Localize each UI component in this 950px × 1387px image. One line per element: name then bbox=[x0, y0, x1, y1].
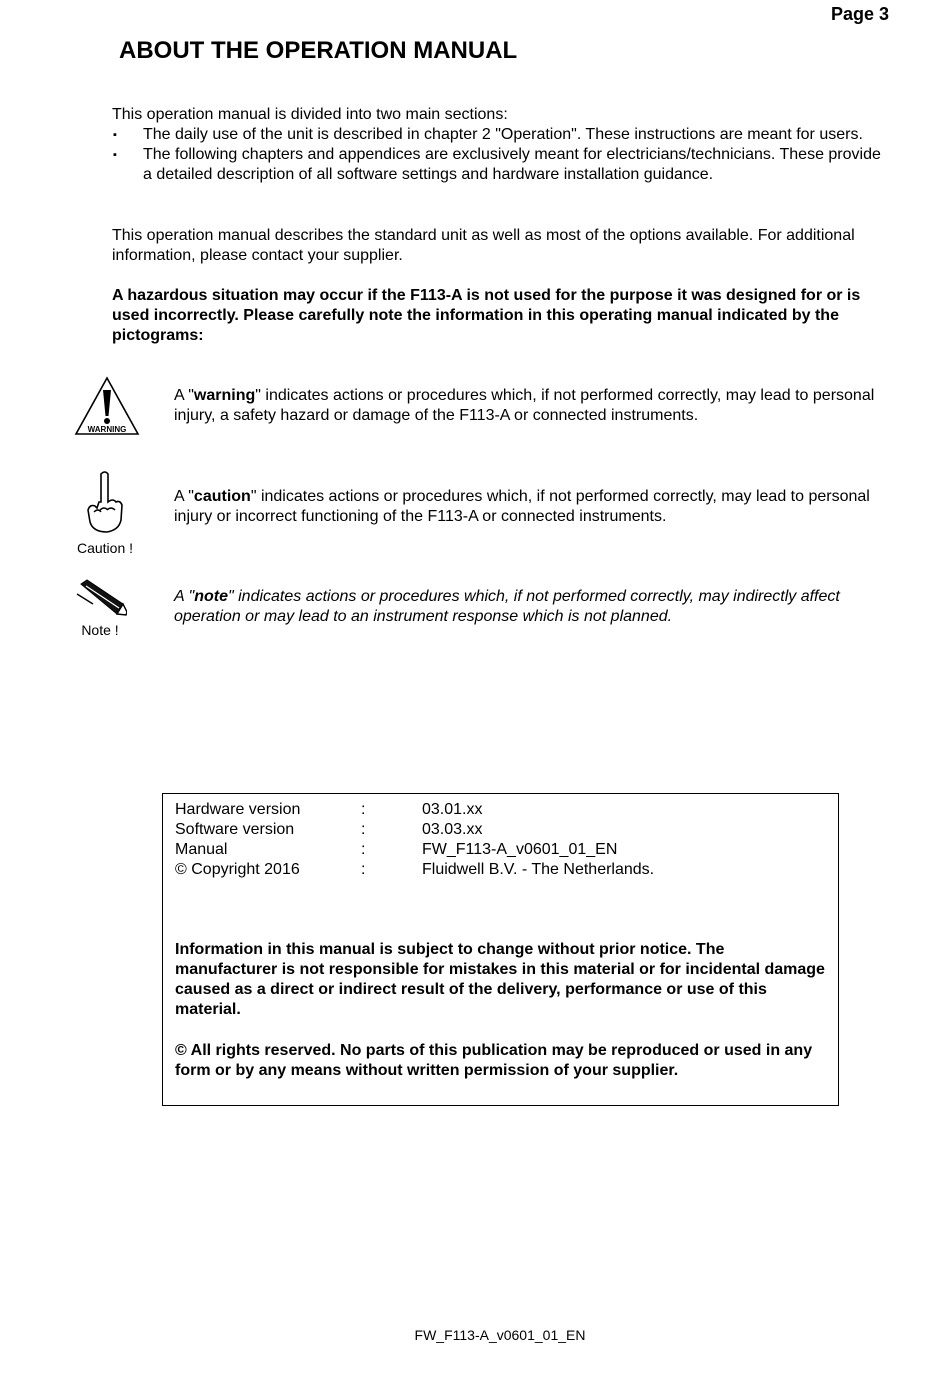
version-separator: : bbox=[361, 801, 366, 818]
sections-list bbox=[112, 125, 892, 185]
note-suffix: " indicates actions or procedures which, if not performed correctly, may indirectly affect operation or may lead to an instrument response which is not planned. bbox=[174, 588, 840, 625]
version-label: Manual bbox=[175, 841, 228, 858]
intro-lead: This operation manual is divided into two main sections: bbox=[112, 106, 508, 123]
hazard-paragraph: A hazardous situation may occur if the F113-A is not used for the purpose it was designed for or is used incorrectly. Please carefully note the information in this operating manual indicated by the pictograms: bbox=[112, 287, 861, 344]
table-row bbox=[175, 820, 654, 840]
bullet-icon: ▪ bbox=[113, 149, 117, 161]
disclaimer-text: Information in this manual is subject to change without prior notice. The manufacturer is not responsible for mistakes in this material or for incidental damage caused as a direct or indirect result of the delivery, performance or use of this material. bbox=[175, 941, 825, 1018]
warning-icon-label: WARNING bbox=[87, 425, 127, 434]
bullet-icon: ▪ bbox=[113, 129, 117, 141]
version-separator: : bbox=[361, 861, 366, 878]
version-value: FW_F113-A_v0601_01_EN bbox=[422, 841, 618, 858]
warning-pictogram bbox=[72, 376, 142, 442]
pointing-hand-icon bbox=[85, 470, 125, 534]
list-item bbox=[112, 145, 892, 185]
version-label: © Copyright 2016 bbox=[175, 861, 300, 878]
note-icon-label: Note ! bbox=[81, 622, 119, 638]
note-description bbox=[174, 587, 894, 627]
page-title: ABOUT THE OPERATION MANUAL bbox=[119, 37, 518, 64]
caution-keyword: caution bbox=[193, 488, 251, 505]
version-value: Fluidwell B.V. - The Netherlands. bbox=[422, 861, 655, 878]
caution-pictogram bbox=[68, 470, 142, 556]
note-keyword: note bbox=[194, 588, 228, 605]
warning-prefix: A " bbox=[174, 387, 194, 404]
standard-unit-paragraph: This operation manual describes the standard unit as well as most of the options available. For additional information, please contact your supplier. bbox=[112, 227, 855, 264]
caution-prefix: A " bbox=[174, 488, 194, 505]
pencil-icon bbox=[73, 578, 127, 616]
warning-triangle-icon bbox=[74, 376, 140, 436]
version-label: Hardware version bbox=[175, 801, 301, 818]
version-value: 03.01.xx bbox=[422, 801, 483, 818]
list-item-text: The daily use of the unit is described in chapter 2 "Operation". These instructions are meant for users. bbox=[143, 126, 863, 143]
warning-suffix: " indicates actions or procedures which, if not performed correctly, may lead to personal injury, a safety hazard or damage of the F113-A or connected instruments. bbox=[174, 387, 875, 424]
page-number: Page 3 bbox=[830, 4, 889, 24]
caution-description bbox=[174, 487, 894, 527]
table-row bbox=[175, 860, 654, 880]
caution-icon-label: Caution ! bbox=[76, 540, 134, 556]
version-label: Software version bbox=[175, 821, 295, 838]
version-table bbox=[175, 800, 654, 880]
table-row bbox=[175, 800, 654, 820]
version-separator: : bbox=[361, 841, 366, 858]
version-value: 03.03.xx bbox=[422, 821, 483, 838]
note-pictogram bbox=[68, 578, 132, 638]
version-info-box bbox=[162, 793, 839, 1106]
caution-suffix: " indicates actions or procedures which, if not performed correctly, may lead to personal injury or incorrect functioning of the F113-A or connected instruments. bbox=[174, 488, 870, 525]
list-item bbox=[112, 125, 892, 145]
note-prefix: A " bbox=[174, 588, 195, 605]
list-item-text: The following chapters and appendices are exclusively meant for electricians/technicians. These provide a detailed description of all software settings and hardware installation guidance. bbox=[143, 146, 881, 183]
warning-keyword: warning bbox=[193, 387, 256, 404]
rights-text: © All rights reserved. No parts of this publication may be reproduced or used in any form or by any means without written permission of your supplier. bbox=[175, 1042, 813, 1079]
footer-document-id: FW_F113-A_v0601_01_EN bbox=[414, 1327, 586, 1343]
warning-description bbox=[174, 386, 894, 426]
table-row bbox=[175, 840, 654, 860]
version-separator: : bbox=[361, 821, 366, 838]
